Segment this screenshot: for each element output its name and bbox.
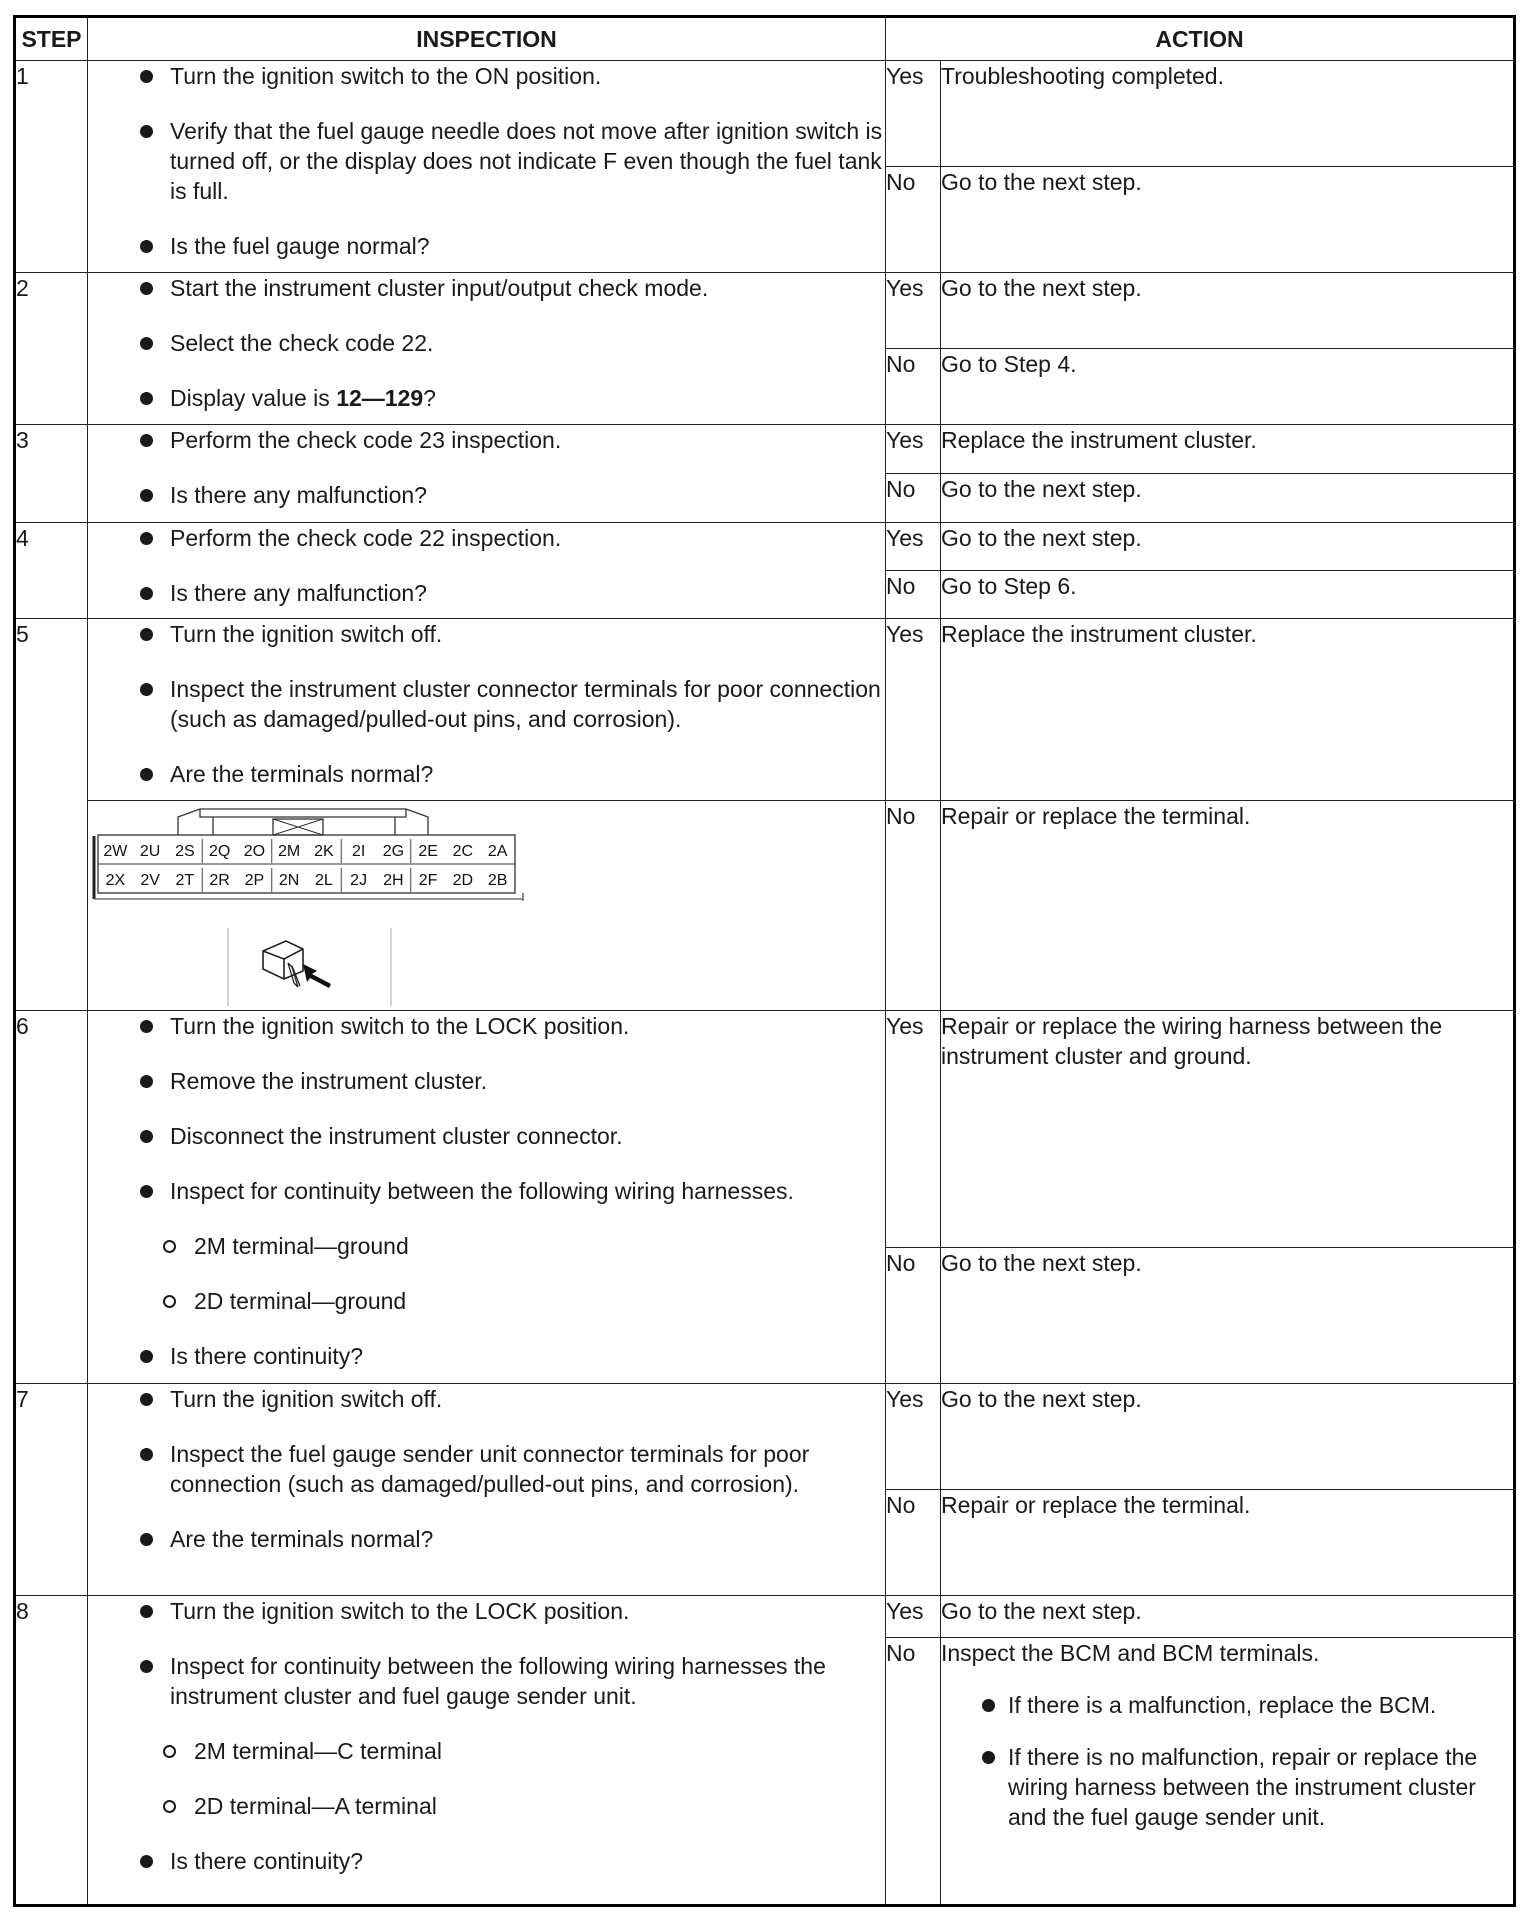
step-6-yes-row xyxy=(15,1011,1515,1248)
step-8-yes-row xyxy=(15,1596,1515,1638)
step-5-no-row xyxy=(15,801,1515,1011)
connector-pin-top: 2E xyxy=(418,843,438,860)
yes-action: Go to the next step. xyxy=(941,273,1515,349)
inspection-bullet: Are the terminals normal? xyxy=(128,1524,885,1554)
connector-pin-top: 2W xyxy=(103,843,128,860)
inspection-cell xyxy=(88,1384,886,1596)
connector-pin-top: 2M xyxy=(278,843,301,860)
yes-label: Yes xyxy=(886,1596,941,1638)
yes-label: Yes xyxy=(886,61,941,167)
troubleshooting-table xyxy=(13,15,1516,1907)
step-5-yes-row xyxy=(15,619,1515,801)
yes-label: Yes xyxy=(886,273,941,349)
no-action: Repair or replace the terminal. xyxy=(941,801,1515,1011)
connector-pin-bottom: 2T xyxy=(175,872,195,889)
step-3-yes-row xyxy=(15,425,1515,474)
connector-pins-top xyxy=(103,839,507,863)
no-label: No xyxy=(886,349,941,425)
step-1-yes-row xyxy=(15,61,1515,167)
value-prefix: Display value is xyxy=(170,385,337,411)
inspection-bullet: Inspect the fuel gauge sender unit connector terminals for poor connection (such as damaged/pulled-out pins, and corrosion). xyxy=(128,1439,885,1499)
connector-pin-bottom: 2X xyxy=(105,872,126,889)
no-action: Go to the next step. xyxy=(941,1248,1515,1384)
connector-latch-inner xyxy=(200,809,406,817)
sub-bullet: 2D terminal—A terminal xyxy=(162,1791,885,1821)
connector-pin-top: 2Q xyxy=(208,843,231,860)
yes-label: Yes xyxy=(886,1011,941,1248)
inspection-bullet: Inspect the instrument cluster connector terminals for poor connection (such as damaged/pulled-out pins, and corrosion). xyxy=(128,674,885,734)
inspection-cell xyxy=(88,425,886,523)
no-action: Repair or replace the terminal. xyxy=(941,1490,1515,1596)
inspection-bullet: Select the check code 22. xyxy=(128,328,885,358)
inspection-bullet: Turn the ignition switch to the LOCK position. xyxy=(128,1596,885,1626)
probe-illustration xyxy=(263,941,331,988)
connector-diagram-cell xyxy=(88,801,886,1011)
inspection-bullet: Turn the ignition switch off. xyxy=(128,1384,885,1414)
inspection-bullet: Remove the instrument cluster. xyxy=(128,1066,885,1096)
step-2-yes-row xyxy=(15,273,1515,349)
inspection-bullet: Are the terminals normal? xyxy=(128,759,885,789)
inspection-cell xyxy=(88,61,886,273)
connector-pin-top: 2C xyxy=(452,843,474,860)
no-label: No xyxy=(886,167,941,273)
sub-bullet: 2D terminal—ground xyxy=(162,1286,885,1316)
yes-action: Repair or replace the wiring harness between the instrument cluster and ground. xyxy=(941,1011,1515,1248)
inspection-bullet: Is the fuel gauge normal? xyxy=(128,231,885,261)
step-number: 2 xyxy=(15,273,88,425)
connector-latch-outline xyxy=(178,809,428,835)
no-label: No xyxy=(886,474,941,523)
connector-pin-bottom: 2J xyxy=(350,872,368,889)
yes-label: Yes xyxy=(886,619,941,801)
inspection-bullet: Perform the check code 23 inspection. xyxy=(128,425,885,455)
step-header: STEP xyxy=(15,17,88,61)
step-number: 1 xyxy=(15,61,88,273)
action-header: ACTION xyxy=(886,17,1515,61)
header-row xyxy=(15,17,1515,61)
connector-pin-bottom: 2N xyxy=(278,872,300,889)
no-label: No xyxy=(886,571,941,619)
connector-diagram xyxy=(88,801,528,1006)
connector-pin-bottom: 2B xyxy=(487,872,508,889)
value-suffix: ? xyxy=(423,385,436,411)
step-number: 3 xyxy=(15,425,88,523)
connector-pin-top: 2U xyxy=(139,843,161,860)
no-action: Go to the next step. xyxy=(941,474,1515,523)
yes-action: Go to the next step. xyxy=(941,1596,1515,1638)
connector-pin-top: 2O xyxy=(243,843,266,860)
inspection-cell xyxy=(88,273,886,425)
no-action-cell xyxy=(941,1638,1515,1906)
connector-pin-top: 2K xyxy=(314,843,334,860)
inspection-bullet xyxy=(128,1176,885,1206)
no-label: No xyxy=(886,1248,941,1384)
connector-pin-bottom: 2P xyxy=(244,872,265,889)
connector-pin-bottom: 2F xyxy=(418,872,438,889)
inspection-cell xyxy=(88,1596,886,1906)
no-action: Inspect the BCM and BCM terminals. xyxy=(941,1640,1320,1666)
action-bullet: If there is a malfunction, replace the BCM. xyxy=(976,1690,1513,1720)
connector-pin-top: 2S xyxy=(175,843,195,860)
inspection-cell xyxy=(88,523,886,619)
step-number: 8 xyxy=(15,1596,88,1906)
sub-bullet: 2M terminal—C terminal xyxy=(162,1736,885,1766)
inspection-bullet: Turn the ignition switch to the LOCK position. xyxy=(128,1011,885,1041)
no-label: No xyxy=(886,801,941,1011)
inspection-bullet: Disconnect the instrument cluster connector. xyxy=(128,1121,885,1151)
yes-label: Yes xyxy=(886,523,941,571)
no-label: No xyxy=(886,1638,941,1906)
inspection-bullet: Verify that the fuel gauge needle does not move after ignition switch is turned off, or the display does not indicate F even though the fuel tank is full. xyxy=(128,116,885,206)
step-number: 4 xyxy=(15,523,88,619)
action-bullet: If there is no malfunction, repair or replace the wiring harness between the instrument cluster and the fuel gauge sender unit. xyxy=(976,1742,1513,1832)
connector-pin-top: 2A xyxy=(487,843,508,860)
arrow-icon xyxy=(303,964,331,988)
yes-action: Go to the next step. xyxy=(941,1384,1515,1490)
yes-label: Yes xyxy=(886,1384,941,1490)
connector-pin-top: 2G xyxy=(382,843,405,860)
no-label: No xyxy=(886,1490,941,1596)
connector-pin-bottom: 2D xyxy=(452,872,474,889)
inspection-bullet: Is there any malfunction? xyxy=(128,480,885,510)
inspection-bullet: Is there any malfunction? xyxy=(128,578,885,608)
inspection-cell xyxy=(88,1011,886,1384)
no-action: Go to the next step. xyxy=(941,167,1515,273)
connector-pin-bottom: 2V xyxy=(140,872,160,889)
no-action: Go to Step 6. xyxy=(941,571,1515,619)
inspection-bullet: Turn the ignition switch to the ON position. xyxy=(128,61,885,91)
inspection-bullet: Inspect for continuity between the following wiring harnesses the instrument cluster and fuel gauge sender unit. xyxy=(128,1651,885,1711)
inspection-bullet: Turn the ignition switch off. xyxy=(128,619,885,649)
yes-action: Go to the next step. xyxy=(941,523,1515,571)
inspection-bullet: Is there continuity? xyxy=(128,1341,885,1371)
inspection-bullet: Start the instrument cluster input/output check mode. xyxy=(128,273,885,303)
connector-pin-bottom: 2R xyxy=(209,872,230,889)
inspection-cell xyxy=(88,619,886,801)
inspection-bullet: Perform the check code 22 inspection. xyxy=(128,523,885,553)
connector-pin-top: 2I xyxy=(351,843,366,860)
inspection-header: INSPECTION xyxy=(88,17,886,61)
step-7-yes-row xyxy=(15,1384,1515,1490)
no-action: Go to Step 4. xyxy=(941,349,1515,425)
yes-action: Troubleshooting completed. xyxy=(941,61,1515,167)
step-number: 6 xyxy=(15,1011,88,1384)
connector-pin-bottom: 2H xyxy=(383,872,404,889)
yes-label: Yes xyxy=(886,425,941,474)
inspection-bullet: Is there continuity? xyxy=(128,1846,885,1876)
sub-bullet: 2M terminal—ground xyxy=(162,1231,885,1261)
inspection-bullet-text: Inspect for continuity between the following wiring harnesses. xyxy=(170,1178,794,1204)
value-range: 12—129 xyxy=(336,385,424,411)
connector-pins-bottom xyxy=(106,868,508,892)
yes-action: Replace the instrument cluster. xyxy=(941,619,1515,801)
inspection-bullet xyxy=(128,383,885,413)
step-number: 5 xyxy=(15,619,88,1011)
step-4-yes-row xyxy=(15,523,1515,571)
step-number: 7 xyxy=(15,1384,88,1596)
connector-pin-bottom: 2L xyxy=(314,872,333,889)
yes-action: Replace the instrument cluster. xyxy=(941,425,1515,474)
